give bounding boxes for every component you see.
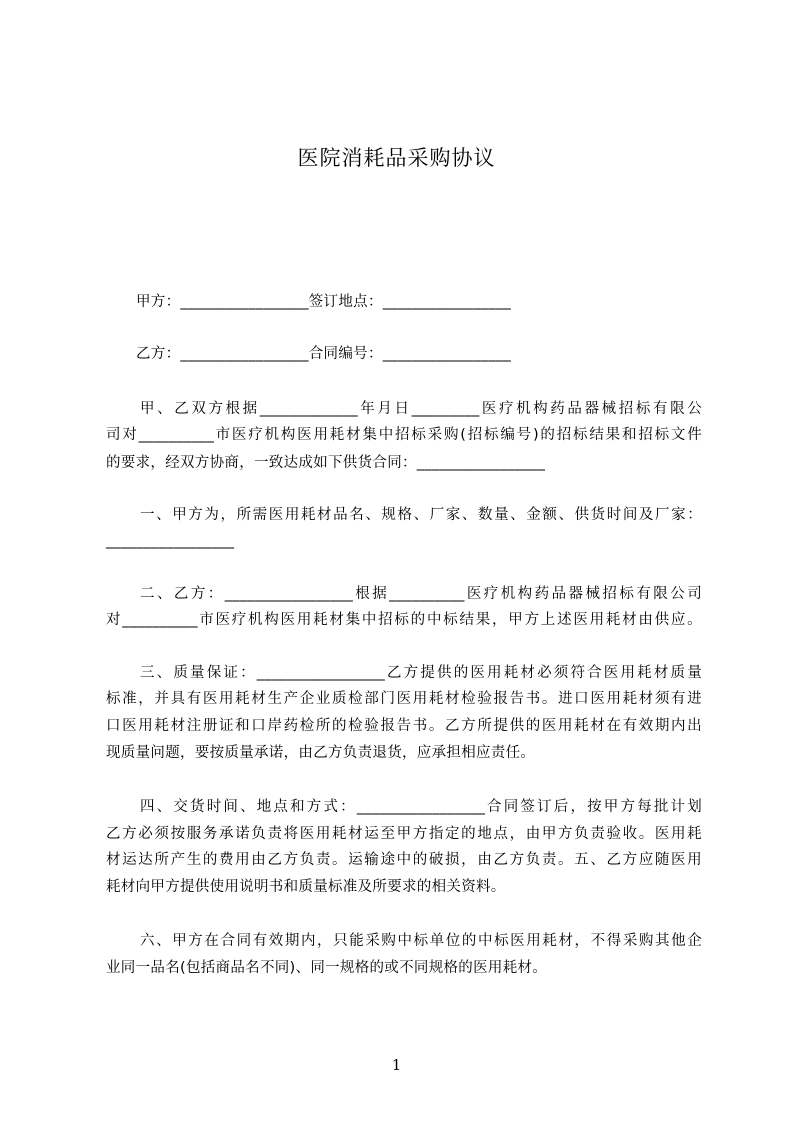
paragraph-line: 对__________市医疗机构医用耗材集中招标的中标结果，甲方上述医用耗材由供应。 bbox=[106, 612, 702, 628]
paragraph-line: 材运达所产生的费用由乙方负责。运输途中的破损，由乙方负责。五、乙方应随医用 bbox=[106, 852, 702, 868]
paragraph-line: 二、乙方：_________________根据__________医疗机构药品器械招标有限公司 bbox=[140, 586, 702, 602]
document-title: 医院消耗品采购协议 bbox=[297, 146, 496, 170]
page-number: 1 bbox=[391, 1056, 402, 1074]
paragraph-line: 甲、乙双方根据_____________年月日_________医疗机构药品器械招标有限公 bbox=[140, 401, 702, 417]
party-b-line: 乙方：_________________合同编号：_________________ bbox=[136, 346, 512, 362]
paragraph-line: 乙方必须按服务承诺负责将医用耗材运至甲方指定的地点，由甲方负责验收。医用耗 bbox=[106, 826, 702, 842]
paragraph-line: 业同一品名(包括商品名不同)、同一规格的或不同规格的医用耗材。 bbox=[106, 960, 548, 976]
paragraph-line: 标准，并具有医用耗材生产企业质检部门医用耗材检验报告书。进口医用耗材须有进 bbox=[106, 691, 702, 707]
paragraph-line: 三、质量保证：_________________乙方提供的医用耗材必须符合医用耗材质量 bbox=[140, 665, 702, 681]
paragraph-line: 耗材向甲方提供使用说明书和质量标准及所要求的相关资料。 bbox=[106, 879, 506, 895]
paragraph-line: 口医用耗材注册证和口岸药检所的检验报告书。乙方所提供的医用耗材在有效期内出 bbox=[106, 718, 702, 734]
paragraph-line: 六、甲方在合同有效期内，只能采购中标单位的中标医用耗材，不得采购其他企 bbox=[140, 933, 702, 949]
paragraph-line: _________________ bbox=[106, 533, 235, 549]
paragraph-line: 司对__________市医疗机构医用耗材集中招标采购(招标编号)的招标结果和招标文件 bbox=[106, 427, 702, 443]
party-a-line: 甲方：_________________签订地点：_________________ bbox=[136, 294, 512, 310]
paragraph-line: 的要求，经双方协商，一致达成如下供货合同：_________________ bbox=[106, 455, 546, 471]
paragraph-line: 现质量问题，要按质量承诺，由乙方负责退货，应承担相应责任。 bbox=[106, 745, 536, 761]
paragraph-line: 一、甲方为，所需医用耗材品名、规格、厂家、数量、金额、供货时间及厂家： bbox=[140, 507, 702, 523]
paragraph-line: 四、交货时间、地点和方式：_________________合同签订后，按甲方每批计划 bbox=[140, 799, 702, 815]
